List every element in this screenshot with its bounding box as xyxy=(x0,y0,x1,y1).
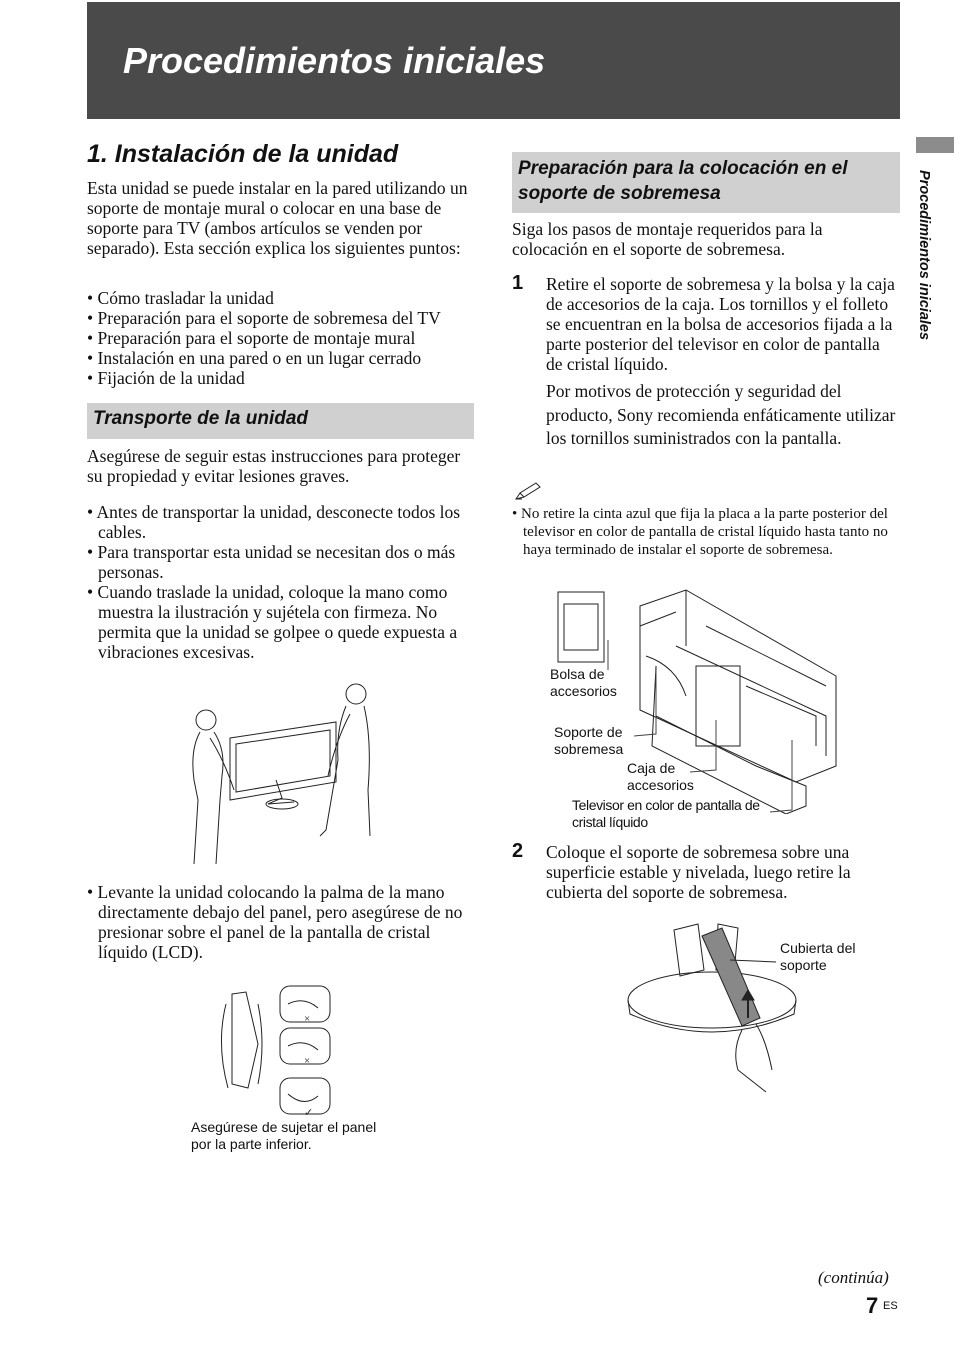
prep-heading: Preparación para la colocación en el soporte de sobremesa xyxy=(512,152,900,213)
list-item: • Levante la unidad colocando la palma de la mano directamente debajo del panel, pero asegúrese de no presionar sobre el panel de la pantalla de cristal líquido (LCD). xyxy=(87,882,474,962)
prep-intro: Siga los pasos de montaje requeridos para la colocación en el soporte de sobremesa. xyxy=(512,219,823,259)
list-item: • Preparación para el soporte de sobremesa del TV xyxy=(87,308,479,328)
lift-list xyxy=(87,882,474,962)
transport-list xyxy=(87,502,474,662)
step-1-number: 1 xyxy=(512,272,524,294)
svg-text:✓: ✓ xyxy=(304,1107,314,1119)
list-item: • Antes de transportar la unidad, desconecte todos los cables. xyxy=(87,502,474,542)
side-tab-text: Procedimientos iniciales xyxy=(916,170,932,341)
carry-tv-illustration xyxy=(186,680,376,866)
side-tab-label xyxy=(914,170,936,370)
transport-heading: Transporte de la unidad xyxy=(87,403,474,439)
page-title: Procedimientos iniciales xyxy=(123,40,546,81)
section-title: 1. Instalación de la unidad xyxy=(87,140,399,168)
list-item: • Fijación de la unidad xyxy=(87,368,479,388)
step-2-text: Coloque el soporte de sobremesa sobre una superficie estable y nivelada, luego retire la cubierta del soporte de sobremesa. xyxy=(546,842,851,902)
label-tv: Televisor en color de pantalla de cristal líquido xyxy=(572,797,760,830)
label-box: Caja de accesorios xyxy=(627,760,694,793)
list-item: • Para transportar esta unidad se necesitan dos o más personas. xyxy=(87,542,474,582)
svg-text:×: × xyxy=(304,1013,311,1025)
page-number: 7 xyxy=(866,1293,879,1318)
note-item: • No retire la cinta azul que fija la placa a la parte posterior del televisor en color de pantalla de cristal líquido hasta tanto no haya terminado de instalar el soporte de sobremesa. xyxy=(512,505,892,559)
topic-list xyxy=(87,288,479,388)
list-item: • Cómo trasladar la unidad xyxy=(87,288,479,308)
intro-paragraph: Esta unidad se puede instalar en la pared utilizando un soporte de montaje mural o colocar en una base de soporte para TV (ambos artículos se venden por separado). Esta sección explica los siguientes puntos: xyxy=(87,178,468,258)
continues-text: (continúa) xyxy=(818,1268,889,1287)
step-2-number: 2 xyxy=(512,840,524,862)
grip-illustration xyxy=(218,984,336,1120)
step-1-text: Retire el soporte de sobremesa y la bolsa y la caja de accesorios de la caja. Los tornillos y el folleto se encuentran en la bolsa de accesorios fijada a la parte posterior del televisor en color de pantalla de cristal líquido. xyxy=(546,274,895,374)
label-cover: Cubierta del soporte xyxy=(780,940,856,973)
step-1-extra: Por motivos de protección y seguridad del producto, Sony recomienda enfáticamente utilizar los tornillos suministrados con la pantalla. xyxy=(546,381,896,448)
list-item: • Cuando traslade la unidad, coloque la mano como muestra la ilustración y sujétela con firmeza. No permita que la unidad se golpee o quede expuesta a vibraciones excesivas. xyxy=(87,582,474,662)
page-language: ES xyxy=(883,1300,898,1312)
note-block xyxy=(512,505,892,559)
svg-text:×: × xyxy=(304,1055,311,1067)
side-tab-marker xyxy=(916,137,954,153)
list-item: • Preparación para el soporte de montaje mural xyxy=(87,328,479,348)
note-pencil-icon xyxy=(514,481,542,501)
grip-caption: Asegúrese de sujetar el panel por la parte inferior. xyxy=(191,1119,377,1152)
header-banner xyxy=(87,2,900,119)
list-item: • Instalación en una pared o en un lugar cerrado xyxy=(87,348,479,368)
label-bag: Bolsa de accesorios xyxy=(550,666,617,699)
label-stand: Soporte de sobremesa xyxy=(554,724,624,757)
transport-intro: Asegúrese de seguir estas instrucciones para proteger su propiedad y evitar lesiones graves. xyxy=(87,446,461,486)
stand-cover-illustration xyxy=(626,920,806,1094)
